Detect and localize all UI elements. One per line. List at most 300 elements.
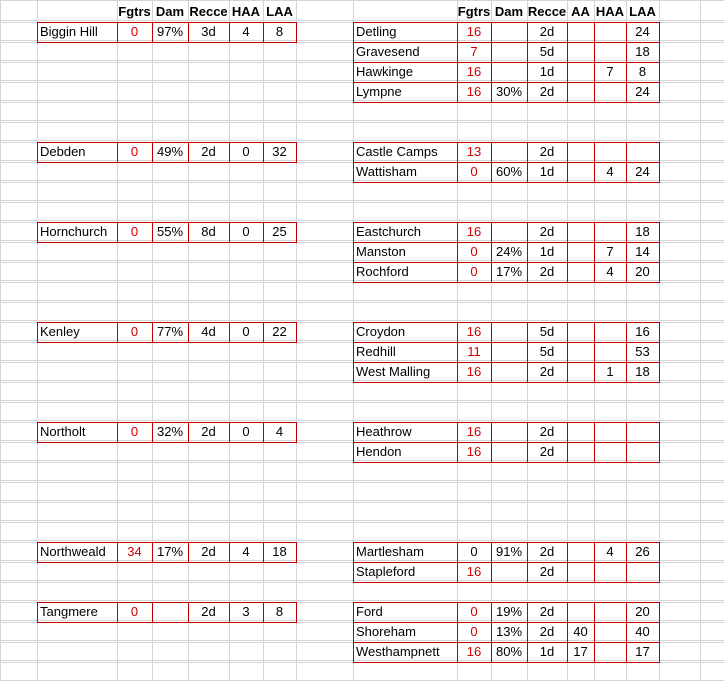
airfield-row-box-divider	[626, 322, 627, 343]
airfield-row-box-divider	[567, 142, 568, 163]
airfield-row-box-divider	[457, 42, 458, 63]
sector-row-box-divider	[117, 22, 118, 43]
airfield-aa	[567, 322, 594, 342]
airfield-row-box-divider	[594, 622, 595, 643]
airfield-dam	[491, 362, 527, 382]
header-right-dam: Dam	[494, 4, 524, 19]
airfield-dam	[491, 422, 527, 442]
airfield-row-box-divider	[491, 242, 492, 263]
sector-haa: 4	[242, 24, 250, 39]
sector-name: Tangmere	[40, 604, 98, 619]
airfield-row-box-divider	[594, 242, 595, 263]
sector-row-box-divider	[229, 322, 230, 343]
airfield-row-box-divider	[527, 542, 528, 563]
sector-recce: 2d	[201, 424, 216, 439]
airfield-row-box-divider	[594, 322, 595, 343]
sector-row-box-divider	[263, 542, 264, 563]
grid-row-line	[0, 282, 724, 283]
sector-row-box-divider	[152, 422, 153, 443]
airfield-name: Eastchurch	[356, 224, 422, 239]
airfield-dam	[491, 562, 527, 582]
airfield-aa: 17	[573, 644, 588, 659]
sector-laa: 4	[275, 424, 284, 439]
airfield-fgtrs: 16	[466, 84, 482, 99]
airfield-laa: 18	[635, 364, 650, 379]
airfield-fgtrs: 16	[466, 24, 482, 39]
airfield-fgtrs: 0	[470, 544, 478, 559]
airfield-row-box-divider	[527, 22, 528, 43]
airfield-row-box-divider	[527, 262, 528, 283]
airfield-laa: 53	[635, 344, 650, 359]
airfield-recce: 1d	[539, 164, 555, 179]
airfield-row-box-divider	[457, 642, 458, 663]
sector-row-box-divider	[229, 222, 230, 243]
airfield-row-box-divider	[567, 62, 568, 83]
airfield-laa: 26	[635, 544, 650, 559]
grid-row-line	[0, 202, 724, 203]
airfield-row-box-divider	[594, 342, 595, 363]
airfield-row-box-divider	[626, 242, 627, 263]
airfield-row-box-divider	[594, 142, 595, 163]
airfield-haa	[594, 82, 626, 102]
airfield-haa: 7	[606, 64, 614, 79]
airfield-aa	[567, 262, 594, 282]
airfield-haa	[594, 442, 626, 462]
airfield-row-box-divider	[491, 342, 492, 363]
sector-row-box-divider	[188, 422, 189, 443]
grid-row-line	[0, 182, 724, 183]
sector-fgtrs: 0	[130, 144, 139, 159]
airfield-aa	[567, 542, 594, 562]
header-right-laa: LAA	[629, 4, 656, 19]
airfield-laa: 18	[635, 44, 650, 59]
airfield-recce: 2d	[539, 444, 555, 459]
grid-row-line	[0, 482, 724, 483]
airfield-row-box-divider	[594, 82, 595, 103]
airfield-row-box-divider	[457, 162, 458, 183]
airfield-aa	[567, 82, 594, 102]
airfield-row-box-divider	[567, 342, 568, 363]
airfield-row-box-divider	[457, 342, 458, 363]
sector-laa: 32	[272, 144, 287, 159]
sector-row-box-divider	[263, 142, 264, 163]
airfield-row-box-divider	[527, 242, 528, 263]
grid-row-line	[0, 502, 724, 503]
airfield-row-box-divider	[626, 342, 627, 363]
airfield-row-box-divider	[567, 542, 568, 563]
airfield-row-box-divider	[626, 562, 627, 583]
airfield-row-box-divider	[594, 562, 595, 583]
airfield-name: Detling	[356, 24, 397, 39]
airfield-recce: 2d	[539, 604, 555, 619]
airfield-aa: 40	[573, 624, 588, 639]
airfield-fgtrs: 16	[466, 644, 482, 659]
airfield-row-box-divider	[567, 422, 568, 443]
airfield-row-box-divider	[491, 222, 492, 243]
airfield-row-box-divider	[457, 622, 458, 643]
airfield-recce: 2d	[539, 224, 555, 239]
airfield-row-box-divider	[594, 22, 595, 43]
sector-row-box-divider	[117, 142, 118, 163]
header-right-aa: AA	[571, 4, 590, 19]
airfield-aa	[567, 562, 594, 582]
airfield-row-box-divider	[567, 602, 568, 623]
airfield-dam: 13%	[495, 624, 523, 639]
airfield-row-box-divider	[626, 262, 627, 283]
sector-row-box-divider	[152, 142, 153, 163]
airfield-row-box-divider	[527, 42, 528, 63]
sector-laa: 22	[272, 324, 287, 339]
sector-dam: 55%	[156, 224, 184, 239]
airfield-fgtrs: 16	[466, 444, 482, 459]
airfield-row-box-divider	[594, 362, 595, 383]
sector-dam	[152, 602, 188, 622]
airfield-recce: 2d	[539, 564, 555, 579]
airfield-name: Castle Camps	[356, 144, 438, 159]
sector-row-box-divider	[263, 602, 264, 623]
airfield-row-box-divider	[491, 82, 492, 103]
airfield-aa	[567, 22, 594, 42]
airfield-fgtrs: 16	[466, 224, 482, 239]
airfield-name: Croydon	[356, 324, 406, 339]
sector-row-box-divider	[229, 602, 230, 623]
airfield-recce: 2d	[539, 544, 555, 559]
airfield-row-box-divider	[491, 142, 492, 163]
airfield-dam: 91%	[495, 544, 523, 559]
airfield-dam	[491, 142, 527, 162]
airfield-name: Rochford	[356, 264, 409, 279]
airfield-haa: 1	[606, 364, 614, 379]
sector-haa: 0	[242, 224, 250, 239]
sector-row-box-divider	[117, 422, 118, 443]
airfield-haa: 4	[606, 264, 614, 279]
airfield-row-box-divider	[626, 642, 627, 663]
airfield-row-box-divider	[491, 442, 492, 463]
airfield-dam	[491, 442, 527, 462]
airfield-haa	[594, 342, 626, 362]
airfield-row-box-divider	[491, 542, 492, 563]
airfield-aa	[567, 442, 594, 462]
airfield-row-box-divider	[594, 422, 595, 443]
sector-recce: 8d	[201, 224, 216, 239]
airfield-haa	[594, 322, 626, 342]
airfield-dam: 24%	[495, 244, 523, 259]
grid-row-line	[0, 102, 724, 103]
airfield-row-box-divider	[567, 642, 568, 663]
airfield-laa	[626, 142, 659, 162]
airfield-aa	[567, 602, 594, 622]
sector-dam: 97%	[156, 24, 184, 39]
sector-laa: 25	[272, 224, 287, 239]
airfield-dam: 19%	[495, 604, 523, 619]
airfield-fgtrs: 11	[467, 344, 481, 359]
airfield-row-box-divider	[567, 22, 568, 43]
sector-haa: 3	[242, 604, 250, 619]
airfield-laa: 18	[635, 224, 650, 239]
sector-recce: 2d	[201, 604, 216, 619]
grid-row-line	[0, 122, 724, 123]
airfield-name: Westhampnett	[356, 644, 440, 659]
airfield-laa: 20	[635, 604, 650, 619]
airfield-laa: 16	[635, 324, 650, 339]
header-left-laa: LAA	[266, 4, 293, 19]
airfield-row-box-divider	[457, 602, 458, 623]
sector-row-box-divider	[152, 222, 153, 243]
airfield-row-box-divider	[567, 322, 568, 343]
airfield-dam	[491, 222, 527, 242]
airfield-row-box-divider	[491, 42, 492, 63]
airfield-dam	[491, 322, 527, 342]
sector-fgtrs: 0	[130, 224, 139, 239]
sector-name: Kenley	[40, 324, 80, 339]
airfield-fgtrs: 0	[470, 624, 478, 639]
sector-fgtrs: 0	[130, 24, 139, 39]
airfield-fgtrs: 16	[466, 324, 482, 339]
airfield-row-box-divider	[626, 442, 627, 463]
airfield-row-box-divider	[527, 162, 528, 183]
airfield-row-box-divider	[594, 162, 595, 183]
sector-row-box-divider	[263, 322, 264, 343]
airfield-row-box-divider	[594, 222, 595, 243]
sector-row-box-divider	[117, 542, 118, 563]
airfield-laa	[626, 422, 659, 442]
header-left-fgtrs: Fgtrs	[118, 4, 151, 19]
airfield-haa	[594, 622, 626, 642]
airfield-haa: 4	[606, 544, 614, 559]
sector-name: Hornchurch	[40, 224, 108, 239]
airfield-row-box-divider	[567, 622, 568, 643]
airfield-dam	[491, 62, 527, 82]
airfield-aa	[567, 422, 594, 442]
airfield-laa: 17	[635, 644, 650, 659]
airfield-recce: 2d	[539, 84, 555, 99]
airfield-row-box-divider	[626, 82, 627, 103]
airfield-row-box-divider	[491, 422, 492, 443]
airfield-row-box-divider	[457, 22, 458, 43]
sector-recce: 2d	[201, 144, 216, 159]
airfield-row-box-divider	[567, 82, 568, 103]
airfield-row-box-divider	[626, 362, 627, 383]
sector-row-box-divider	[263, 222, 264, 243]
airfield-row-box-divider	[626, 602, 627, 623]
airfield-row-box-divider	[626, 62, 627, 83]
airfield-recce: 1d	[539, 644, 555, 659]
airfield-row-box-divider	[594, 602, 595, 623]
airfield-row-box-divider	[527, 342, 528, 363]
airfield-row-box-divider	[567, 562, 568, 583]
airfield-row-box-divider	[491, 62, 492, 83]
airfield-row-box-divider	[626, 22, 627, 43]
sector-laa: 18	[272, 544, 287, 559]
airfield-row-box-divider	[594, 42, 595, 63]
airfield-row-box-divider	[491, 262, 492, 283]
airfield-row-box-divider	[626, 162, 627, 183]
sector-row-box-divider	[152, 22, 153, 43]
airfield-fgtrs: 0	[470, 604, 478, 619]
airfield-laa: 24	[635, 84, 650, 99]
airfield-haa: 7	[606, 244, 614, 259]
airfield-row-box-divider	[626, 142, 627, 163]
airfield-row-box-divider	[527, 642, 528, 663]
airfield-row-box-divider	[567, 362, 568, 383]
sector-row-box-divider	[152, 602, 153, 623]
airfield-haa	[594, 22, 626, 42]
airfield-fgtrs: 0	[470, 164, 478, 179]
sector-fgtrs: 0	[130, 604, 139, 619]
airfield-row-box-divider	[527, 222, 528, 243]
airfield-haa	[594, 142, 626, 162]
sector-haa: 4	[242, 544, 250, 559]
airfield-row-box-divider	[527, 362, 528, 383]
airfield-fgtrs: 7	[470, 44, 478, 59]
airfield-row-box-divider	[594, 262, 595, 283]
airfield-laa: 8	[638, 64, 647, 79]
sector-haa: 0	[242, 144, 250, 159]
airfield-row-box-divider	[594, 62, 595, 83]
airfield-haa	[594, 602, 626, 622]
airfield-row-box-divider	[457, 222, 458, 243]
airfield-row-box-divider	[491, 622, 492, 643]
sector-row-box-divider	[263, 22, 264, 43]
airfield-row-box-divider	[457, 562, 458, 583]
airfield-haa	[594, 222, 626, 242]
airfield-row-box-divider	[457, 442, 458, 463]
airfield-aa	[567, 222, 594, 242]
airfield-row-box-divider	[527, 602, 528, 623]
airfield-row-box-divider	[594, 642, 595, 663]
airfield-fgtrs: 13	[466, 144, 482, 159]
sector-row-box-divider	[229, 422, 230, 443]
airfield-recce: 2d	[539, 364, 555, 379]
airfield-row-box-divider	[527, 442, 528, 463]
airfield-row-box-divider	[457, 542, 458, 563]
airfield-row-box-divider	[527, 322, 528, 343]
header-right-recce: Recce	[527, 4, 567, 19]
airfield-name: Redhill	[356, 344, 396, 359]
airfield-dam: 60%	[495, 164, 523, 179]
airfield-row-box-divider	[527, 82, 528, 103]
airfield-row-box-divider	[567, 222, 568, 243]
airfield-haa	[594, 562, 626, 582]
grid-row-line	[0, 522, 724, 523]
airfield-fgtrs: 16	[466, 64, 482, 79]
airfield-dam: 80%	[495, 644, 523, 659]
airfield-row-box-divider	[594, 542, 595, 563]
airfield-row-box-divider	[491, 22, 492, 43]
grid-row-line	[0, 382, 724, 383]
airfield-row-box-divider	[457, 142, 458, 163]
airfield-laa: 24	[635, 164, 650, 179]
airfield-recce: 1d	[539, 244, 555, 259]
airfield-row-box-divider	[527, 142, 528, 163]
airfield-row-box-divider	[567, 262, 568, 283]
airfield-dam	[491, 22, 527, 42]
airfield-row-box-divider	[457, 362, 458, 383]
airfield-aa	[567, 342, 594, 362]
airfield-haa	[594, 42, 626, 62]
sector-row-box-divider	[117, 322, 118, 343]
airfield-row-box-divider	[457, 422, 458, 443]
grid-row-line	[0, 582, 724, 583]
airfield-row-box-divider	[491, 362, 492, 383]
airfield-row-box-divider	[626, 542, 627, 563]
grid-row-line	[0, 402, 724, 403]
sector-haa: 0	[242, 324, 250, 339]
airfield-name: West Malling	[356, 364, 431, 379]
sector-row-box-divider	[188, 22, 189, 43]
sector-row-box-divider	[263, 422, 264, 443]
sector-row-box-divider	[188, 602, 189, 623]
airfield-dam: 17%	[495, 264, 523, 279]
header-left-dam: Dam	[155, 4, 185, 19]
sector-laa: 8	[275, 604, 284, 619]
airfield-row-box-divider	[594, 442, 595, 463]
sector-dam: 77%	[156, 324, 184, 339]
airfield-name: Hendon	[356, 444, 402, 459]
airfield-row-box-divider	[567, 242, 568, 263]
sector-name: Northweald	[40, 544, 106, 559]
airfield-row-box-divider	[491, 322, 492, 343]
airfield-dam	[491, 342, 527, 362]
airfield-fgtrs: 16	[466, 564, 482, 579]
header-left-haa: HAA	[231, 4, 261, 19]
airfield-row-box-divider	[457, 82, 458, 103]
airfield-name: Ford	[356, 604, 383, 619]
airfield-name: Hawkinge	[356, 64, 414, 79]
sector-row-box-divider	[188, 222, 189, 243]
airfield-recce: 2d	[539, 424, 555, 439]
airfield-aa	[567, 362, 594, 382]
sector-row-box-divider	[229, 142, 230, 163]
airfield-aa	[567, 142, 594, 162]
airfield-row-box-divider	[527, 562, 528, 583]
airfield-row-box-divider	[491, 162, 492, 183]
airfield-row-box-divider	[527, 422, 528, 443]
airfield-recce: 5d	[539, 324, 555, 339]
airfield-haa	[594, 422, 626, 442]
airfield-name: Stapleford	[356, 564, 416, 579]
airfield-recce: 5d	[539, 44, 555, 59]
airfield-row-box-divider	[457, 322, 458, 343]
sector-row-box-divider	[188, 542, 189, 563]
airfield-laa: 20	[635, 264, 650, 279]
airfield-fgtrs: 16	[466, 364, 482, 379]
sector-recce: 4d	[201, 324, 216, 339]
airfield-row-box-divider	[626, 622, 627, 643]
airfield-recce: 5d	[539, 344, 555, 359]
airfield-row-box-divider	[626, 222, 627, 243]
airfield-row-box-divider	[491, 602, 492, 623]
airfield-name: Manston	[356, 244, 406, 259]
airfield-dam: 30%	[495, 84, 523, 99]
airfield-haa: 4	[606, 164, 614, 179]
airfield-row-box-divider	[457, 62, 458, 83]
sector-laa: 8	[275, 24, 284, 39]
airfield-recce: 2d	[539, 624, 555, 639]
sector-fgtrs: 34	[127, 544, 142, 559]
sector-row-box-divider	[188, 322, 189, 343]
airfield-aa	[567, 42, 594, 62]
airfield-row-box-divider	[626, 422, 627, 443]
airfield-row-box-divider	[567, 442, 568, 463]
grid-row-line	[0, 462, 724, 463]
sector-dam: 32%	[156, 424, 184, 439]
airfield-recce: 2d	[539, 264, 555, 279]
airfield-row-box-divider	[491, 642, 492, 663]
airfield-row-box-divider	[527, 622, 528, 643]
airfield-row-box-divider	[527, 62, 528, 83]
airfield-fgtrs: 0	[470, 244, 478, 259]
